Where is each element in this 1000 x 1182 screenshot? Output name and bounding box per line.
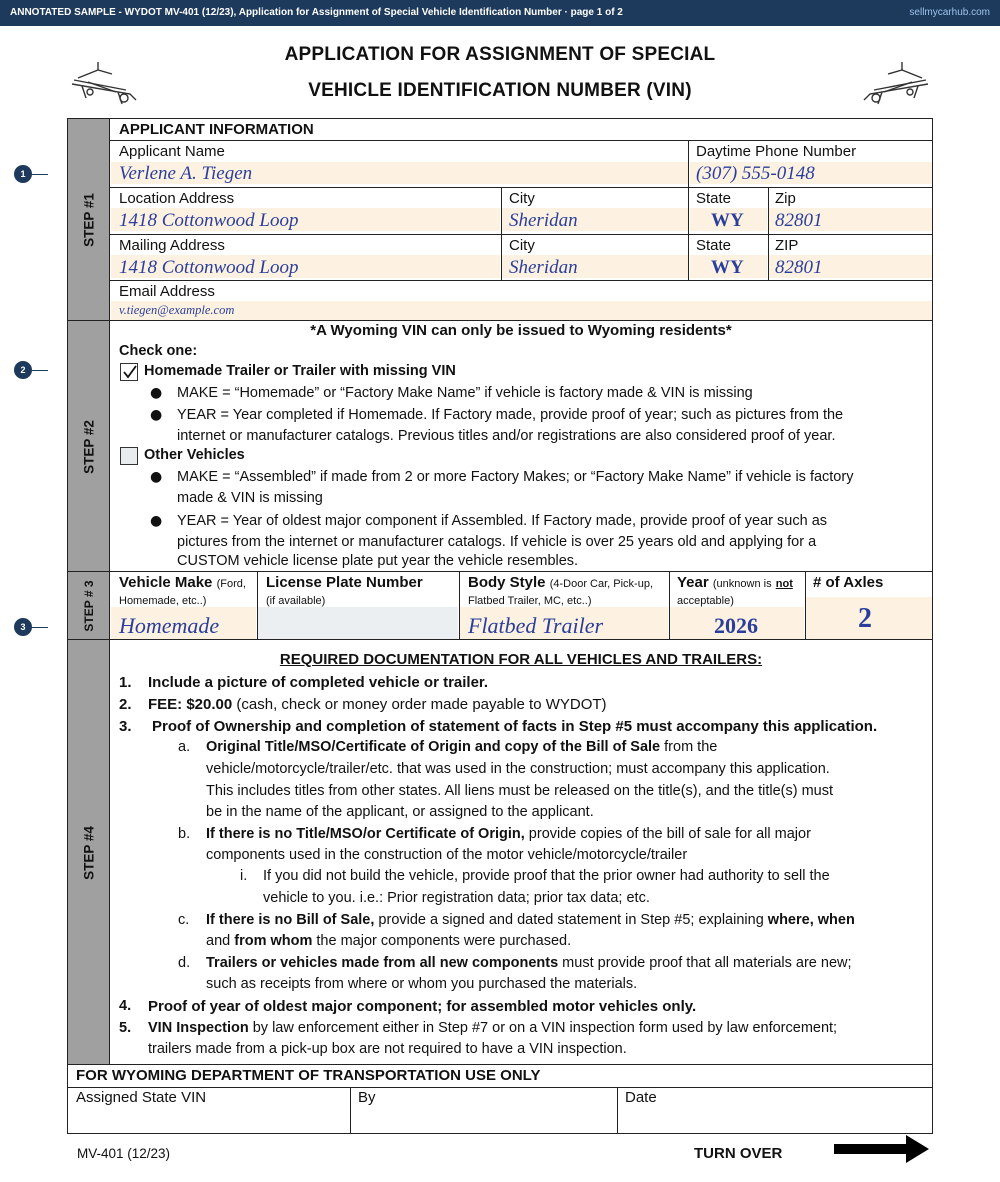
rule [501, 187, 502, 281]
item-3bi-line1: If you did not build the vehicle, provide proof that the prior owner had authority to sell the [263, 868, 830, 884]
step3-band [68, 572, 110, 640]
location-address-label: Location Address [119, 190, 235, 207]
item-3a-line2: vehicle/motorcycle/trailer/etc. that was used in the construction; must accompany this application. [206, 761, 830, 777]
phone-value: (307) 555-0148 [696, 163, 815, 184]
bullet: ● [150, 513, 163, 529]
location-zip-value: 82801 [775, 210, 823, 231]
axles-value: 2 [858, 603, 872, 634]
rule [110, 234, 932, 235]
rule [688, 140, 689, 281]
body-style-value: Flatbed Trailer [468, 613, 604, 638]
item-3a-line1: Original Title/MSO/Certificate of Origin and copy of the Bill of Sale from the [206, 739, 718, 755]
rule [768, 187, 769, 281]
rule [350, 1087, 351, 1134]
vehicle-make-value: Homemade [119, 613, 220, 638]
mailing-address-label: Mailing Address [119, 237, 225, 254]
item-5-line1: VIN Inspection by law enforcement either in Step #7 or on a VIN inspection form used by law enforcement; [148, 1020, 838, 1036]
item-number: 2. [119, 696, 132, 713]
email-label: Email Address [119, 283, 215, 300]
applicant-section-title: APPLICANT INFORMATION [119, 121, 314, 138]
annotation-marker-1: 1 [14, 165, 32, 183]
item-3bi-line2: vehicle to you. i.e.: Prior registration data; prior tax data; etc. [263, 890, 650, 906]
rule [110, 280, 932, 281]
step4-label: STEP #4 [81, 825, 96, 880]
marker-leader [32, 627, 48, 628]
required-docs-heading: REQUIRED DOCUMENTATION FOR ALL VEHICLES AND TRAILERS: [279, 651, 763, 668]
rule [68, 1087, 932, 1088]
rule [459, 572, 460, 640]
license-plate-field[interactable] [258, 607, 458, 639]
check-one-label: Check one: [119, 343, 198, 359]
subitem-letter: c. [178, 912, 190, 928]
turn-over-label: TURN OVER [694, 1145, 783, 1162]
residency-notice: *A Wyoming VIN can only be issued to Wyoming residents* [310, 322, 732, 339]
bullet: ● [150, 407, 163, 423]
item-1: Include a picture of completed vehicle or trailer. [148, 674, 489, 691]
site-link[interactable]: sellmycarhub.com [909, 7, 990, 18]
checkmark-icon [122, 364, 138, 380]
rule [110, 187, 932, 188]
location-state-value: WY [711, 210, 744, 231]
date-label: Date [625, 1089, 657, 1106]
form-id: MV-401 (12/23) [77, 1146, 171, 1161]
marker-leader [32, 174, 48, 175]
item-3c-line1: If there is no Bill of Sale, provide a signed and dated statement in Step #5; explaining where, when [206, 912, 855, 928]
by-label: By [358, 1089, 376, 1106]
rule [669, 572, 670, 640]
item-4: Proof of year of oldest major component; for assembled motor vehicles only. [148, 998, 697, 1015]
opt2-year-rule-line3: CUSTOM vehicle license plate put year the vehicle resembles. [177, 553, 579, 569]
item-3d-line2: such as receipts from where or whom you purchased the materials. [206, 976, 638, 992]
annotation-title: ANNOTATED SAMPLE - WYDOT MV-401 (12/23), Application for Assignment of Special Vehicle Identification Number · page 1 of 2 [10, 7, 623, 18]
opt1-year-rule-line1: YEAR = Year completed if Homemade. If Factory made, provide proof of year; such as pictures from the [177, 407, 844, 423]
item-3b-line1: If there is no Title/MSO/or Certificate of Origin, provide copies of the bill of sale for all major [206, 826, 811, 842]
location-city-label: City [509, 190, 535, 207]
mailing-zip-value: 82801 [775, 257, 823, 278]
annotation-marker-2: 2 [14, 361, 32, 379]
vehicle-make-label: Vehicle Make (Ford, [119, 574, 246, 591]
mailing-state-label: State [696, 237, 732, 254]
item-3a-line3: This includes titles from other states. All liens must be released on the title(s), and the title(s) must [206, 783, 833, 799]
step1-band [68, 119, 110, 321]
step3-label: STEP # 3 [81, 580, 96, 632]
item-number: 4. [119, 998, 132, 1014]
bullet: ● [150, 385, 163, 401]
item-number: 5. [119, 1020, 132, 1036]
opt2-year-rule-line1: YEAR = Year of oldest major component if Assembled. If Factory made, provide proof of year such as [177, 513, 828, 529]
item-5-line2: trailers made from a pick-up box are not required to have a VIN inspection. [148, 1041, 627, 1057]
item-3: Proof of Ownership and completion of statement of facts in Step #5 must accompany this application. [152, 718, 878, 735]
mailing-zip-label: ZIP [775, 237, 799, 254]
bullet: ● [150, 469, 163, 485]
item-3a-line4: be in the name of the applicant, or assigned to the applicant. [206, 804, 594, 820]
vin-application-form [67, 118, 933, 1134]
other-vehicles-checkbox[interactable] [120, 447, 138, 465]
mailing-city-value: Sheridan [509, 257, 578, 278]
subitem-roman: i. [240, 868, 248, 884]
item-number: 3. [119, 718, 132, 735]
step4-band [68, 640, 110, 1065]
email-value: v.tiegen@example.com [119, 303, 235, 317]
subitem-letter: d. [178, 955, 191, 971]
section-rule [68, 1064, 932, 1065]
subitem-letter: a. [178, 739, 191, 755]
assigned-vin-label: Assigned State VIN [76, 1089, 207, 1106]
opt2-make-rule-line2: made & VIN is missing [177, 490, 323, 506]
year-hint: acceptable) [677, 595, 734, 607]
location-city-value: Sheridan [509, 210, 578, 231]
body-style-hint: Flatbed Trailer, MC, etc..) [468, 595, 592, 607]
homemade-trailer-option-label: Homemade Trailer or Trailer with missing VIN [144, 363, 456, 379]
rule [110, 140, 932, 141]
office-use-title: FOR WYOMING DEPARTMENT OF TRANSPORTATION USE ONLY [76, 1067, 541, 1084]
location-address-value: 1418 Cottonwood Loop [119, 210, 299, 231]
form-title-line2: VEHICLE IDENTIFICATION NUMBER (VIN) [308, 80, 692, 101]
form-title-line1: APPLICATION FOR ASSIGNMENT OF SPECIAL [284, 44, 716, 65]
annotation-marker-3: 3 [14, 618, 32, 636]
step2-label: STEP #2 [81, 419, 96, 474]
rule [257, 572, 258, 640]
item-number: 1. [119, 674, 132, 691]
arrow-right-icon [834, 1134, 930, 1164]
mailing-address-value: 1418 Cottonwood Loop [119, 257, 299, 278]
year-label: Year (unknown is not [677, 574, 793, 591]
marker-leader [32, 370, 48, 371]
homemade-trailer-checkbox[interactable] [120, 363, 138, 381]
body-style-label: Body Style (4-Door Car, Pick-up, [468, 574, 654, 591]
section-rule [68, 571, 932, 572]
step2-band [68, 321, 110, 572]
rule [617, 1087, 618, 1134]
item-3d-line1: Trailers or vehicles made from all new components must provide proof that all materials are new; [206, 955, 852, 971]
other-vehicles-option-label: Other Vehicles [144, 447, 245, 463]
annotation-bar [0, 0, 1000, 26]
item-3b-line2: components used in the construction of the motor vehicle/motorcycle/trailer [206, 847, 688, 863]
opt1-make-rule: MAKE = “Homemade” or “Factory Make Name” if vehicle is factory made & VIN is missing [177, 385, 753, 401]
rule [805, 572, 806, 640]
mailing-city-label: City [509, 237, 535, 254]
opt2-year-rule-line2: pictures from the internet or manufacturer catalogs. If vehicle is over 25 years old and applying for a [177, 534, 817, 550]
axles-label: # of Axles [813, 574, 884, 591]
opt1-year-rule-line2: internet or manufacturer catalogs. Previous titles and/or registrations are also considered proof of year. [177, 428, 836, 444]
item-3c-line2: and from whom the major components were purchased. [206, 933, 572, 949]
step1-label: STEP #1 [81, 193, 96, 247]
license-plate-hint: (if available) [266, 595, 326, 607]
vehicle-make-hint: Homemade, etc..) [119, 595, 207, 607]
item-2: FEE: $20.00 (cash, check or money order made payable to WYDOT) [148, 696, 607, 713]
license-plate-label: License Plate Number [266, 574, 423, 591]
section-rule [68, 320, 932, 321]
opt2-make-rule-line1: MAKE = “Assembled” if made from 2 or more Factory Makes; or “Factory Make Name” if vehicle is factory [177, 469, 854, 485]
year-value: 2026 [714, 613, 758, 638]
location-state-label: State [696, 190, 732, 207]
location-zip-label: Zip [775, 190, 796, 207]
phone-label: Daytime Phone Number [696, 143, 857, 160]
applicant-name-value: Verlene A. Tiegen [119, 163, 253, 184]
mailing-state-value: WY [711, 257, 744, 278]
section-rule [68, 639, 932, 640]
applicant-name-label: Applicant Name [119, 143, 225, 160]
subitem-letter: b. [178, 826, 191, 842]
